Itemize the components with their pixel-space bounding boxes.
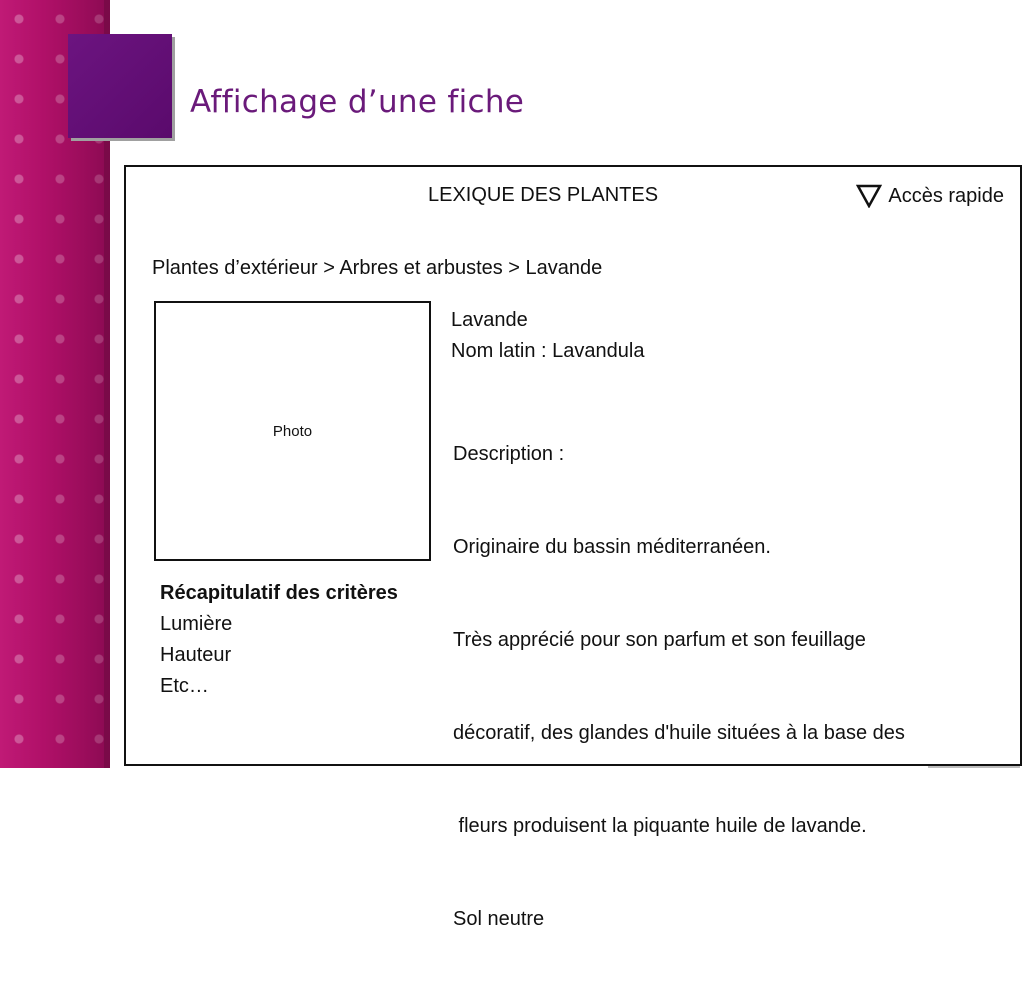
lexicon-title: LEXIQUE DES PLANTES: [428, 184, 659, 206]
plant-name: Lavande: [451, 309, 528, 331]
criteria-title: Récapitulatif des critères: [160, 582, 398, 604]
breadcrumb[interactable]: Plantes d’extérieur > Arbres et arbustes > Lavande: [152, 257, 603, 279]
slide-title: Affichage d’une fiche: [190, 84, 525, 120]
description-line: Originaire du bassin méditerranéen.: [453, 536, 771, 558]
criteria-item: Lumière: [160, 613, 233, 635]
plant-description: [453, 377, 905, 997]
quick-access-label: Accès rapide: [888, 184, 1004, 207]
title-accent-square: [68, 34, 172, 138]
plant-latin-name: Nom latin : Lavandula: [451, 340, 645, 362]
description-line: décoratif, des glandes d'huile situées à la base des: [453, 722, 905, 744]
criteria-summary: [160, 578, 398, 702]
triangle-down-icon: [856, 184, 882, 208]
criteria-item: Hauteur: [160, 644, 232, 666]
description-line: Très apprécié pour son parfum et son feuillage: [453, 629, 866, 651]
description-line: Sol neutre: [453, 908, 545, 930]
description-line: fleurs produisent la piquante huile de lavande.: [453, 815, 867, 837]
wireframe-page: [124, 165, 1022, 930]
criteria-item: Etc…: [160, 675, 209, 697]
plant-photo-placeholder: [154, 301, 431, 561]
quick-access-menu[interactable]: [856, 184, 1004, 208]
plant-info: [451, 305, 644, 367]
description-line: Description :: [453, 443, 565, 465]
photo-label: Photo: [272, 422, 313, 440]
